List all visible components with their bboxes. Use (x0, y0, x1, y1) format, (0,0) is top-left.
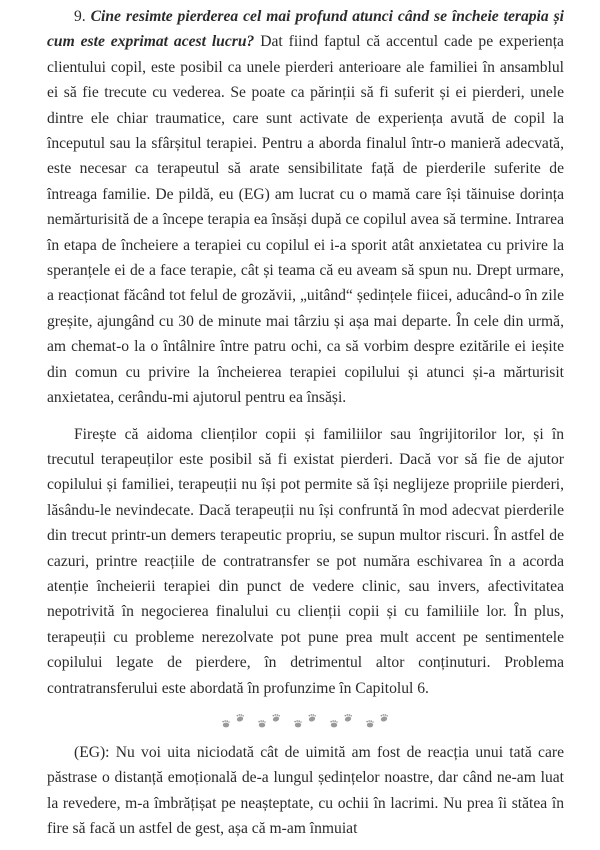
footprint-pair-icon (255, 712, 285, 730)
question-heading: Cine resimte pierderea cel mai profund atunci când se încheie terapia și cum este exprimat acest lucru? (47, 8, 565, 51)
footprint-pair-icon (327, 712, 357, 730)
paragraph-1 (47, 4, 564, 411)
paragraph-2: Firește că aidoma clienților copii și familiilor sau îngrijitorilor lor, și în trecutul terapeuților este posibil să fi existat pierderi. Dacă vor să fie de ajutor copilului și familiei, terapeuții nu își pot permite să își neglijeze propriile pierderi, lăsându-le nevindecate. Dacă terapeuții nu își confruntă în mod adecvat pierderile din trecut printr-un demers terapeutic propriu, se supun multor riscuri. În astfel de cazuri, printre reacțiile de contratransfer se pot număra eschivarea în a acorda atenție încheierii terapiei din punct de vedere clinic, sau invers, afectivitatea nepotrivită în negocierea finalului cu clienții copii și cu familiile lor. În plus, terapeuții cu probleme nerezolvate pot pune prea mult accent pe sentimentele copilului legate de pierdere, în detrimentul altor conținuturi. Problema contratransferului este abordată în profunzime în Capitolul 6. (47, 425, 564, 697)
paragraph-3: (EG): Nu voi uita niciodată cât de uimită am fost de reacția unui tată care păstrase o distanță emoțională de-a lungul ședințelor noastre, dar când ne-am luat la revedere, m-a îmbrățișat pe neașteptate, cu ochii în lacrimi. Nu prea îi stătea în fire să facă un astfel de gest, așa că m-am înmuiat (47, 743, 564, 838)
footprint-pair-icon (291, 712, 321, 730)
footprint-pair-icon (219, 712, 249, 730)
footprints-ornament-icon (47, 705, 564, 737)
question-number: 9. (74, 8, 91, 25)
footprint-pair-icon (363, 712, 393, 730)
paragraph-1-body: Dat fiind faptul că accentul cade pe experiența clientului copil, este posibil ca unele pierderi anterioare ale familiei în ansamblul ei să fie trecute cu vederea. Se poate ca părinții să fi suferit și ei pierderi, unele dintre ele chiar traumatice, care sunt activate de experiența avută de copil la începutul sau la sfârșitul terapiei. Pentru a aborda finalul într-o manieră adecvată, este necesar ca terapeutul să arate sensibilitate față de pierderile suferite de întreaga familie. De pildă, eu (EG) am lucrat cu o mamă care își tăinuise dorința nemărturisită de a începe terapia ea însăși după ce copilul avea să termine. Intrarea în etapa de încheiere a terapiei cu copilul ei i-a sporit atât anxietatea cu privire la speranțele ei de a face terapie, cât și teama că eu aveam să spun nu. Drept urmare, a reacționat făcând tot felul de grozăvii, „uitând“ ședințele fiicei, aducând-o în zile greșite, ajungând cu 30 de minute mai târziu și așa mai departe. În cele din urmă, am chemat-o la o întâlnire între patru ochi, ca să vorbim despre ezitările ei ieșite din comun cu privire la încheierea terapiei copilului și atunci și-a mărturisit anxietatea, cerându-mi ajutorul pentru ea însăși. (47, 33, 564, 407)
